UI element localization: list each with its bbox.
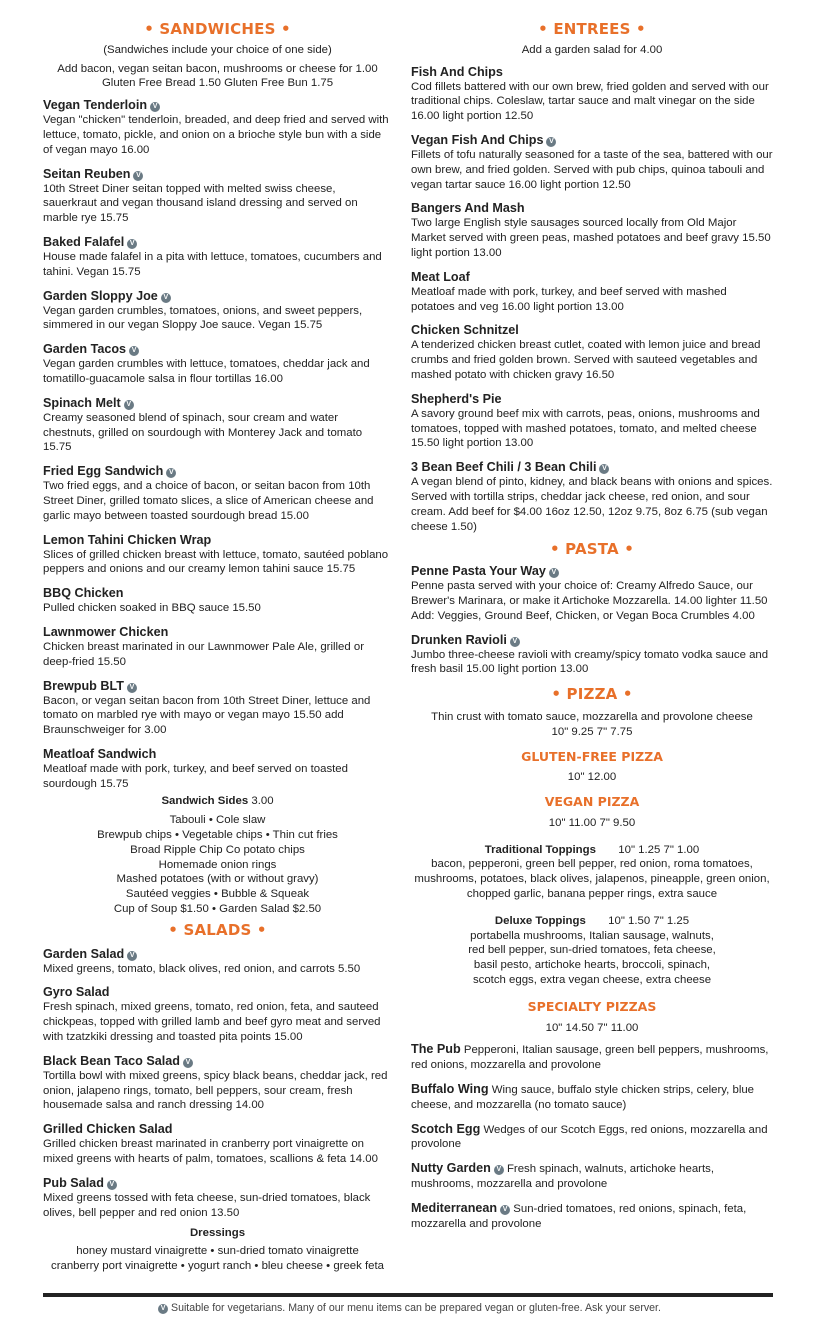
menu-item-description: Vegan garden crumbles, tomatoes, onions, and sweet peppers, simmered in our vegan Sloppy Joe sauce. Vegan 15.75 [43, 304, 363, 332]
entrees-note: Add a garden salad for 4.00 [521, 43, 663, 56]
vegetarian-icon: V [133, 171, 143, 181]
menu-item-name [43, 946, 392, 962]
menu-item [43, 946, 392, 977]
menu-item-name [411, 1082, 489, 1096]
menu-item-name [43, 624, 392, 640]
menu-item-title: BBQ Chicken [43, 586, 124, 601]
footer-text: Suitable for vegetarians. Many of our menu items can be prepared vegan or gluten-free. Ask your server. [171, 1302, 661, 1314]
menu-item-description: Fillets of tofu naturally seasoned for a taste of the sea, battered with our own brew, and fried golden. Served with pub chips, quinoa tabouli and vegan tartar sauce 16.00 light portion 12.50 [411, 148, 773, 191]
menu-item [411, 459, 773, 534]
pizza-intro: Thin crust with tomato sauce, mozzarella and provolone cheese [431, 710, 753, 723]
menu-item-description: Sun-dried tomatoes, red onions, spinach, feta, mozzarella and provolone [411, 1202, 747, 1230]
menu-item-description: Penne pasta served with your choice of: Creamy Alfredo Sauce, our Brewer's Marinara, or make it Artichoke Mozzarella. 14.00 lighter 11.50 Add: Veggies, Ground Beef, Chicken, or Vegan Boca Crumbles 4.00 [411, 580, 768, 622]
menu-item-title: Vegan Fish And Chips [411, 132, 544, 147]
menu-item-description: 10th Street Diner seitan topped with melted swiss cheese, sauerkraut and vegan thousand island dressing and served on marble rye 15.75 [43, 182, 358, 225]
vegetarian-icon: V [166, 468, 176, 478]
menu-item [411, 269, 773, 315]
menu-item [43, 1175, 392, 1221]
sandwich-list [43, 97, 392, 791]
menu-item-title: Shepherd's Pie [411, 391, 502, 406]
menu-item-title: Vegan Tenderloin [43, 98, 148, 113]
vegetarian-icon: V [158, 1304, 168, 1314]
deluxe-toppings-label: Deluxe Toppings [494, 914, 586, 927]
menu-item-description: A savory ground beef mix with carrots, peas, onions, mushrooms and tomatoes, topped with mashed potatoes, tomato, and melted cheese 15.50 light portion 13.00 [411, 407, 760, 450]
menu-item-title: Buffalo Wing [411, 1082, 489, 1097]
menu-item [43, 624, 392, 670]
deluxe-toppings-price: 10" 1.50 7" 1.25 [608, 914, 690, 927]
gluten-free-pizza-price: 10" 12.00 [567, 771, 617, 784]
sides-label: Sandwich Sides [161, 794, 249, 807]
left-column [43, 22, 392, 1274]
traditional-toppings-label: Traditional Toppings [484, 843, 596, 856]
menu-item-description: Two fried eggs, and a choice of bacon, or seitan bacon from 10th Street Diner, grilled tomato slices, a slice of American cheese and garlic mayo between toasted sourdough bread 15.00 [43, 480, 374, 522]
menu-item-name [43, 678, 392, 694]
menu-item-title: Baked Falafel [43, 234, 125, 249]
menu-item-description: Meatloaf made with pork, turkey, and beef served on toasted sourdough 15.75 [43, 762, 348, 790]
menu-item-description: Wing sauce, buffalo style chicken strips, celery, blue cheese, and mozzarella (no tomato sauce) [411, 1084, 755, 1111]
menu-item [411, 1160, 773, 1192]
dressings-line-1: honey mustard vinaigrette • sun-dried tomato vinaigrette [76, 1245, 359, 1258]
menu-item-name [43, 341, 392, 357]
side-option: Cup of Soup $1.50 • Garden Salad $2.50 [113, 903, 322, 916]
traditional-toppings [411, 843, 773, 858]
menu-item [43, 678, 392, 738]
vegetarian-icon: V [549, 568, 559, 578]
menu-item-title: Black Bean Taco Salad [43, 1053, 180, 1068]
menu-item-name [43, 1053, 392, 1069]
menu-item-name [43, 984, 392, 1000]
vegetarian-icon: V [127, 683, 137, 693]
deluxe-toppings [411, 914, 773, 929]
menu-item [43, 1121, 392, 1167]
menu-item-description: Tortilla bowl with mixed greens, spicy black beans, cheddar jack, red onion, jalapeno rings, tomato, bell peppers, sour cream, fresh housemade salsa and ranch dressing 14.00 [43, 1069, 388, 1112]
menu-item-name [411, 632, 773, 648]
menu-item-description: Fresh spinach, walnuts, artichoke hearts, mushrooms, mozzarella and provolone [411, 1163, 714, 1191]
menu-item-name [411, 322, 773, 338]
menu-item-name [43, 746, 392, 762]
menu-item [411, 1081, 773, 1113]
vegan-pizza-heading: VEGAN PIZZA [544, 794, 640, 810]
sandwiches-addons-note: Add bacon, vegan seitan bacon, mushrooms or cheese for 1.00 [57, 62, 378, 75]
menu-item [411, 391, 773, 451]
menu-item [411, 322, 773, 382]
menu-item-title: Fried Egg Sandwich [43, 464, 164, 479]
menu-item-title: Lawnmower Chicken [43, 624, 169, 639]
gluten-free-pizza-heading: GLUTEN-FREE PIZZA [521, 748, 663, 764]
menu-item-title: Garden Salad [43, 946, 125, 961]
menu-item-title: Mediterranean [411, 1200, 498, 1215]
menu-item-description: Bacon, or vegan seitan bacon from 10th Street Diner, lettuce and tomato on marbled rye with mayo or vegan mayo 15.50 add Braunschweiger for 3.00 [43, 694, 371, 737]
specialty-pizzas-price: 10" 14.50 7" 11.00 [545, 1021, 639, 1034]
deluxe-toppings-list: portabella mushrooms, Italian sausage, walnuts, red bell pepper, sun-dried tomatoes, feta cheese, basil pesto, artichoke hearts, broccoli, spinach, scotch eggs, extra vegan cheese, extra cheese [468, 929, 716, 987]
side-option: Tabouli • Cole slaw [169, 814, 266, 827]
menu-item-title: Meat Loaf [411, 269, 470, 284]
menu-item [43, 341, 392, 387]
menu-item [411, 1041, 773, 1073]
menu-item-title: Brewpub BLT [43, 678, 124, 693]
menu-item-name [43, 395, 392, 411]
menu-item-title: Garden Sloppy Joe [43, 288, 158, 303]
menu-item-title: Chicken Schnitzel [411, 323, 519, 338]
menu-item-title: Pub Salad [43, 1175, 104, 1190]
vegetarian-icon: V [127, 239, 137, 249]
menu-item-description: Slices of grilled chicken breast with lettuce, tomato, sautéed poblano peppers and onions and our creamy lemon tahini sauce 15.75 [43, 548, 389, 576]
menu-item-name [43, 532, 392, 548]
menu-item [411, 563, 773, 623]
menu-item-title: Grilled Chicken Salad [43, 1122, 173, 1137]
specialty-pizza-list [411, 1041, 773, 1231]
menu-item-description: Vegan garden crumbles with lettuce, tomatoes, cheddar jack and tomatillo-guacamole salsa in flour tortillas 16.00 [43, 358, 370, 385]
menu-item-name [411, 200, 773, 216]
pasta-heading: • PASTA • [549, 540, 635, 559]
sides-list [43, 813, 392, 917]
traditional-toppings-price: 10" 1.25 7" 1.00 [618, 843, 700, 856]
salad-list [43, 946, 392, 1221]
side-option: Homemade onion rings [158, 858, 277, 871]
menu-item [43, 395, 392, 455]
menu-item-title: Spinach Melt [43, 395, 121, 410]
menu-item [43, 166, 392, 226]
salads-heading: • SALADS • [168, 920, 267, 939]
side-option: Broad Ripple Chip Co potato chips [130, 843, 305, 856]
menu-item-description: Wedges of our Scotch Eggs, red onions, mozzarella and provolone [411, 1123, 768, 1151]
menu-item-title: Bangers And Mash [411, 201, 525, 216]
menu-item-title: Seitan Reuben [43, 166, 131, 181]
menu-item-name [411, 391, 773, 407]
menu-item-name [411, 563, 773, 579]
vegetarian-icon: V [129, 346, 139, 356]
vegetarian-icon: V [599, 464, 609, 474]
menu-item-name [411, 1161, 504, 1175]
pizza-intro-prices: 10" 9.25 7" 7.75 [551, 725, 633, 738]
vegetarian-icon: V [183, 1058, 193, 1068]
menu-item-title: Lemon Tahini Chicken Wrap [43, 532, 212, 547]
menu-item-title: The Pub [411, 1042, 461, 1057]
menu-item-title: Meatloaf Sandwich [43, 746, 157, 761]
menu-item-title: 3 Bean Beef Chili / 3 Bean Chili [411, 460, 597, 475]
menu-item-description: Jumbo three-cheese ravioli with creamy/spicy tomato vodka sauce and fresh basil 15.00 light portion 13.00 [411, 648, 769, 676]
menu-item [411, 132, 773, 192]
menu-item-description: Meatloaf made with pork, turkey, and beef served with mashed potatoes and veg 16.00 light portion 13.00 [411, 285, 727, 313]
traditional-toppings-list: bacon, pepperoni, green bell pepper, red onion, roma tomatoes, mushrooms, potatoes, black olives, jalapenos, pineapple, green onion, chopped garlic, banana pepper rings, extra sauce [414, 858, 770, 901]
menu-item-description: Mixed greens tossed with feta cheese, sun-dried tomatoes, black olives, bell pepper and red onion 13.50 [43, 1191, 371, 1219]
sides-price: 3.00 [251, 794, 274, 807]
side-option: Mashed potatoes (with or without gravy) [116, 873, 319, 886]
dressings-line-2: cranberry port vinaigrette • yogurt ranch • bleu cheese • greek feta [51, 1260, 384, 1273]
entrees-heading: • ENTREES • [538, 20, 646, 38]
menu-item-name [43, 1121, 392, 1137]
menu-item-description: Chicken breast marinated in our Lawnmower Pale Ale, grilled or deep-fried 15.50 [43, 640, 364, 668]
side-option: Brewpub chips • Vegetable chips • Thin cut fries [97, 829, 338, 842]
menu-item-description: A tenderized chicken breast cutlet, coated with lemon juice and bread crumbs and fried golden brown. Served with sauteed vegetables and mashed potato with chicken gravy 16.50 [411, 339, 761, 381]
sandwiches-side-note: (Sandwiches include your choice of one side) [103, 43, 332, 56]
menu-item [43, 585, 392, 616]
vegan-pizza-price: 10" 11.00 7" 9.50 [548, 816, 636, 829]
dressings-heading: Dressings [189, 1227, 246, 1240]
menu-item-description: Mixed greens, tomato, black olives, red onion, and carrots 5.50 [43, 962, 361, 975]
menu-item-description: A vegan blend of pinto, kidney, and black beans with onions and spices. Served with tortilla strips, cheddar jack cheese, red onion, and sour cream. Add beef for $4.00 16oz 12.50, 12oz 9.75, 8oz 6.75 (sub vegan cheese 1.50) [411, 476, 773, 533]
menu-item-name [411, 269, 773, 285]
menu-item-title: Drunken Ravioli [411, 632, 507, 647]
menu-item-title: Gyro Salad [43, 985, 110, 1000]
menu-item-description: Fresh spinach, mixed greens, tomato, red onion, feta, and sauteed chickpeas, topped with grilled lamb and beef gyro meat and served with tzatzkiki dressing and toasted pita points 15.00 [43, 1001, 381, 1044]
menu-item-description: Pulled chicken soaked in BBQ sauce 15.50 [43, 602, 261, 615]
menu-item-description: Pepperoni, Italian sausage, green bell peppers, mushrooms, red onions, mozzarella and provolone [411, 1044, 769, 1072]
menu-item [411, 200, 773, 260]
menu-item-name [43, 288, 392, 304]
menu-item [411, 1200, 773, 1232]
entree-list [411, 64, 773, 535]
menu-item-title: Penne Pasta Your Way [411, 564, 546, 579]
vegetarian-icon: V [494, 1165, 504, 1175]
bottom-divider [43, 1293, 773, 1297]
pizza-heading: • PIZZA • [551, 685, 633, 704]
menu-item [43, 1053, 392, 1113]
menu-item-name [411, 1201, 510, 1215]
vegetarian-icon: V [124, 400, 134, 410]
menu-item-title: Fish And Chips [411, 64, 503, 79]
menu-item [43, 288, 392, 334]
menu-item [411, 632, 773, 678]
right-column [411, 22, 773, 1239]
menu-item-title: Nutty Garden [411, 1161, 491, 1176]
vegetarian-icon: V [510, 637, 520, 647]
menu-item-name [43, 1175, 392, 1191]
vegetarian-icon: V [150, 102, 160, 112]
menu-item-description: Cod fillets battered with our own brew, fried golden and served with our traditional chips. Coleslaw, tartar sauce and malt vinegar on the side 16.00 light portion 12.50 [411, 80, 769, 123]
menu-item [43, 97, 392, 157]
menu-item-name [43, 166, 392, 182]
sandwiches-heading: • SANDWICHES • [144, 20, 291, 38]
vegetarian-icon: V [127, 951, 137, 961]
menu-item-title: Garden Tacos [43, 342, 127, 357]
menu-item-name [411, 132, 773, 148]
menu-item [43, 532, 392, 578]
menu-item [411, 64, 773, 124]
menu-item-name [411, 64, 773, 80]
menu-item [411, 1121, 773, 1153]
menu-item-description: Creamy seasoned blend of spinach, sour cream and water chestnuts, grilled on sourdough with Monterey Jack and tomato 15.75 [43, 411, 363, 454]
menu-item-name [43, 585, 392, 601]
menu-item-name [411, 1042, 461, 1056]
vegetarian-icon: V [546, 137, 556, 147]
menu-item-name [43, 97, 392, 113]
menu-item [43, 463, 392, 523]
menu-item-name [411, 459, 773, 475]
sandwiches-gf-note: Gluten Free Bread 1.50 Gluten Free Bun 1.75 [101, 77, 334, 90]
menu-item [43, 984, 392, 1044]
specialty-pizzas-heading: SPECIALTY PIZZAS [527, 998, 657, 1014]
vegetarian-icon: V [107, 1180, 117, 1190]
menu-item-description: Grilled chicken breast marinated in cranberry port vinaigrette on mixed greens with hearts of palm, tomatoes, scallions & feta 14.00 [43, 1138, 378, 1166]
vegetarian-icon: V [500, 1205, 510, 1215]
menu-item-title: Scotch Egg [411, 1121, 481, 1136]
sandwich-sides-heading [43, 794, 392, 809]
pasta-list [411, 563, 773, 677]
menu-item-description: Vegan "chicken" tenderloin, breaded, and deep fried and served with lettuce, tomato, pickle, and onion on a brioche style bun with a side of vegan mayo 16.00 [43, 114, 389, 156]
menu-item-name [43, 463, 392, 479]
menu-item [43, 746, 392, 792]
vegetarian-icon: V [161, 293, 171, 303]
menu-item-name [43, 234, 392, 250]
menu-item-description: Two large English style sausages sourced locally from Old Major Market served with green peas, mashed potatoes and beef gravy 15.50 light portion 13.00 [411, 217, 771, 259]
menu-item [43, 234, 392, 280]
menu-item-name [411, 1122, 480, 1136]
menu-item-description: House made falafel in a pita with lettuce, tomatoes, cucumbers and tahini. Vegan 15.75 [43, 250, 382, 278]
side-option: Sautéed veggies • Bubble & Squeak [125, 888, 310, 901]
footer-note [0, 1301, 816, 1316]
